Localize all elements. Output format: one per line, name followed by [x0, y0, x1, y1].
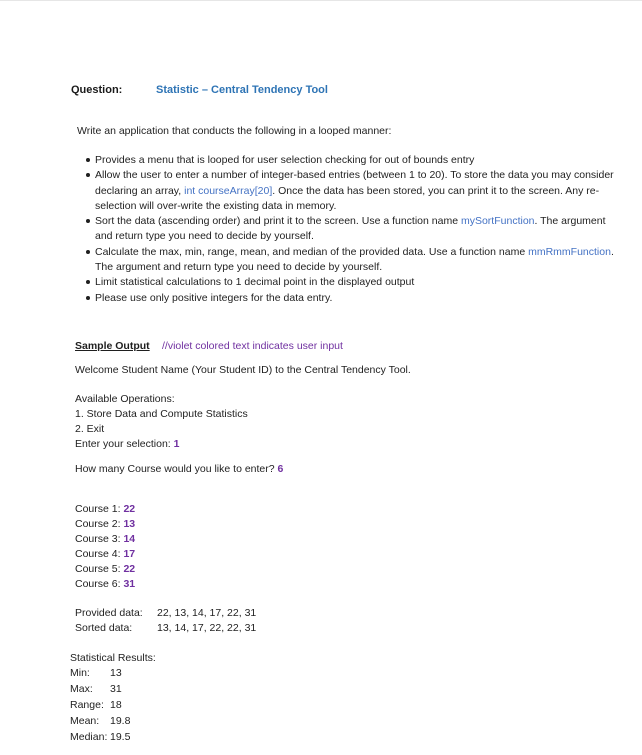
provided-data-label: Provided data: — [75, 607, 143, 619]
list-item: Please use only positive integers for the data entry. — [95, 291, 615, 306]
sorted-data-value: 13, 14, 17, 22, 22, 31 — [157, 622, 257, 634]
list-item: Allow the user to enter a number of integer-based entries (between 1 to 20). To store the data you may consider declaring an array, int courseArray[20]. Once the data has been stored, you can print it to the screen. Any re-selection will over-write the existing data in memory. — [95, 168, 615, 214]
stats-title: Statistical Results: — [70, 652, 156, 664]
sample-output-note: //violet colored text indicates user input — [162, 340, 343, 352]
count-line: How many Course would you like to enter? 6 — [75, 463, 284, 475]
stat-value: 18 — [110, 699, 122, 711]
stat-label: Mean: — [70, 715, 100, 727]
stat-value: 13 — [110, 667, 122, 679]
selection-line: Enter your selection: 1 — [75, 438, 180, 450]
user-input: 1 — [173, 438, 180, 450]
stat-row — [70, 683, 122, 695]
menu-title: Available Operations: — [75, 393, 175, 405]
course-line: Course 3: 14 — [75, 533, 136, 545]
requirements-list — [95, 153, 615, 306]
stat-value: 31 — [110, 683, 122, 695]
sample-output-heading: Sample Output — [75, 340, 150, 352]
user-input: 22 — [123, 503, 136, 515]
menu-item: 1. Store Data and Compute Statistics — [75, 408, 248, 420]
list-item: Limit statistical calculations to 1 decimal point in the displayed output — [95, 275, 615, 290]
course-line: Course 6: 31 — [75, 578, 136, 590]
code-snippet: int courseArray[20] — [184, 184, 273, 197]
stat-label: Min: — [70, 667, 90, 679]
stat-row — [70, 699, 122, 711]
sorted-data-label: Sorted data: — [75, 622, 133, 634]
course-line: Course 4: 17 — [75, 548, 136, 560]
code-snippet: mmRmmFunction — [528, 245, 611, 258]
menu-item: 2. Exit — [75, 423, 105, 435]
user-input: 13 — [123, 518, 136, 530]
code-snippet: mySortFunction — [460, 215, 535, 228]
stat-row — [70, 715, 131, 727]
stat-value: 19.8 — [110, 715, 131, 727]
list-item: Provides a menu that is looped for user selection checking for out of bounds entry — [95, 153, 615, 168]
stat-row — [70, 667, 122, 679]
course-line: Course 2: 13 — [75, 518, 136, 530]
question-title: Statistic – Central Tendency Tool — [156, 84, 328, 96]
list-item: Sort the data (ascending order) and print it to the screen. Use a function name mySortFunction. The argument and return type you need to decide by yourself. — [95, 214, 615, 245]
stat-label: Max: — [70, 683, 93, 695]
stat-row — [70, 731, 131, 743]
question-label: Question: — [71, 84, 123, 96]
user-input: 31 — [123, 578, 136, 590]
course-line: Course 1: 22 — [75, 503, 136, 515]
stat-label: Median: — [70, 731, 108, 743]
course-line: Course 5: 22 — [75, 563, 136, 575]
intro-text: Write an application that conducts the following in a looped manner: — [77, 125, 392, 137]
user-input: 22 — [123, 563, 136, 575]
list-item: Calculate the max, min, range, mean, and median of the provided data. Use a function name mmRmmFunction. The argument and return type you need to decide by yourself. — [95, 245, 615, 276]
page-top-border — [0, 0, 642, 1]
provided-data-value: 22, 13, 14, 17, 22, 31 — [157, 607, 257, 619]
welcome-line: Welcome Student Name (Your Student ID) to the Central Tendency Tool. — [75, 364, 411, 376]
stat-value: 19.5 — [110, 731, 131, 743]
stat-label: Range: — [70, 699, 104, 711]
user-input: 14 — [123, 533, 136, 545]
user-input: 17 — [123, 548, 136, 560]
user-input: 6 — [277, 463, 284, 475]
